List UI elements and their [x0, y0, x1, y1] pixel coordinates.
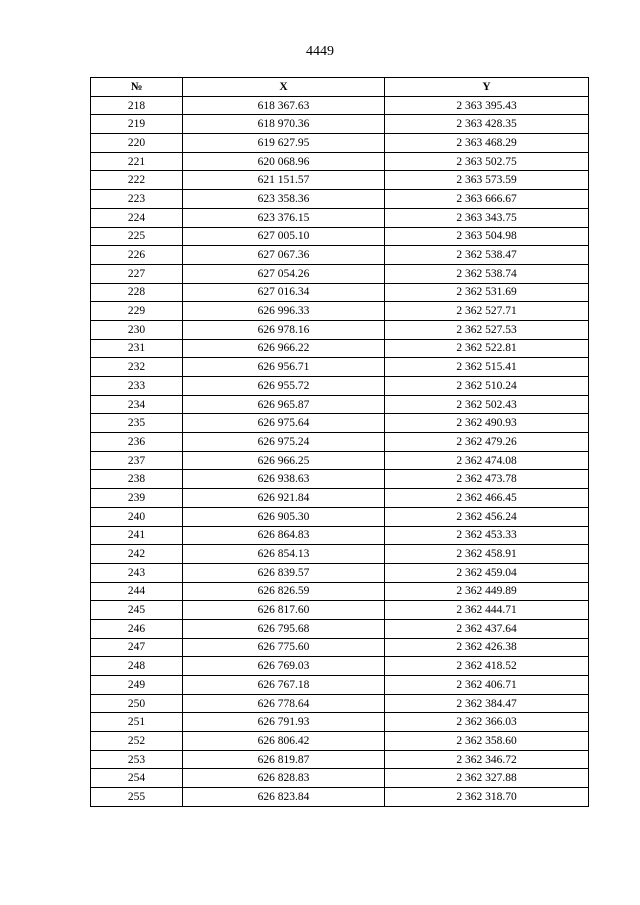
table-row — [91, 414, 589, 433]
table-row — [91, 264, 589, 283]
table-row — [91, 489, 589, 508]
cell-y: 2 362 327.88 — [385, 769, 589, 788]
table-row — [91, 339, 589, 358]
table-row — [91, 134, 589, 153]
cell-y: 2 362 490.93 — [385, 414, 589, 433]
cell-x: 626 996.33 — [183, 302, 385, 321]
cell-y: 2 362 358.60 — [385, 732, 589, 751]
cell-y: 2 363 502.75 — [385, 152, 589, 171]
table-row — [91, 302, 589, 321]
table-row — [91, 750, 589, 769]
cell-number: 223 — [91, 190, 183, 209]
coordinates-table — [90, 77, 589, 807]
cell-x: 618 970.36 — [183, 115, 385, 134]
cell-number: 235 — [91, 414, 183, 433]
cell-y: 2 362 449.89 — [385, 582, 589, 601]
cell-y: 2 362 515.41 — [385, 358, 589, 377]
cell-number: 234 — [91, 395, 183, 414]
column-header-number: № — [91, 78, 183, 97]
cell-x: 626 965.87 — [183, 395, 385, 414]
page-number: 4449 — [306, 44, 334, 59]
cell-x: 626 905.30 — [183, 507, 385, 526]
cell-number: 254 — [91, 769, 183, 788]
cell-number: 218 — [91, 96, 183, 115]
cell-x: 626 828.83 — [183, 769, 385, 788]
table-row — [91, 507, 589, 526]
table-row — [91, 788, 589, 807]
cell-number: 241 — [91, 526, 183, 545]
cell-y: 2 362 522.81 — [385, 339, 589, 358]
cell-number: 231 — [91, 339, 183, 358]
cell-x: 626 956.71 — [183, 358, 385, 377]
table-row — [91, 246, 589, 265]
cell-number: 233 — [91, 377, 183, 396]
cell-number: 225 — [91, 227, 183, 246]
table-row — [91, 545, 589, 564]
table-row — [91, 769, 589, 788]
cell-y: 2 363 666.67 — [385, 190, 589, 209]
cell-y: 2 362 510.24 — [385, 377, 589, 396]
cell-y: 2 362 502.43 — [385, 395, 589, 414]
cell-number: 247 — [91, 638, 183, 657]
cell-number: 249 — [91, 676, 183, 695]
table-row — [91, 694, 589, 713]
table-row — [91, 732, 589, 751]
table-row — [91, 227, 589, 246]
cell-number: 245 — [91, 601, 183, 620]
column-header-y: Y — [385, 78, 589, 97]
table-row — [91, 115, 589, 134]
table-row — [91, 451, 589, 470]
cell-x: 623 376.15 — [183, 208, 385, 227]
cell-y: 2 363 573.59 — [385, 171, 589, 190]
cell-number: 228 — [91, 283, 183, 302]
cell-x: 626 938.63 — [183, 470, 385, 489]
cell-x: 626 806.42 — [183, 732, 385, 751]
table-row — [91, 208, 589, 227]
cell-y: 2 362 474.08 — [385, 451, 589, 470]
cell-y: 2 362 458.91 — [385, 545, 589, 564]
cell-y: 2 362 418.52 — [385, 657, 589, 676]
cell-number: 222 — [91, 171, 183, 190]
table-row — [91, 283, 589, 302]
cell-x: 627 054.26 — [183, 264, 385, 283]
cell-x: 620 068.96 — [183, 152, 385, 171]
cell-number: 220 — [91, 134, 183, 153]
cell-number: 252 — [91, 732, 183, 751]
cell-y: 2 362 444.71 — [385, 601, 589, 620]
cell-y: 2 362 384.47 — [385, 694, 589, 713]
table-row — [91, 582, 589, 601]
cell-y: 2 362 456.24 — [385, 507, 589, 526]
cell-x: 627 067.36 — [183, 246, 385, 265]
cell-x: 626 955.72 — [183, 377, 385, 396]
cell-x: 626 966.22 — [183, 339, 385, 358]
table-row — [91, 638, 589, 657]
table-row — [91, 676, 589, 695]
table-body — [91, 96, 589, 806]
column-header-x: X — [183, 78, 385, 97]
table-row — [91, 171, 589, 190]
cell-y: 2 362 473.78 — [385, 470, 589, 489]
cell-y: 2 363 395.43 — [385, 96, 589, 115]
cell-number: 221 — [91, 152, 183, 171]
cell-y: 2 362 538.74 — [385, 264, 589, 283]
cell-y: 2 362 527.71 — [385, 302, 589, 321]
table-row — [91, 358, 589, 377]
cell-x: 626 817.60 — [183, 601, 385, 620]
table-row — [91, 470, 589, 489]
cell-number: 224 — [91, 208, 183, 227]
cell-x: 626 778.64 — [183, 694, 385, 713]
cell-number: 219 — [91, 115, 183, 134]
cell-y: 2 362 527.53 — [385, 320, 589, 339]
cell-y: 2 362 479.26 — [385, 433, 589, 452]
table-row — [91, 601, 589, 620]
cell-y: 2 362 538.47 — [385, 246, 589, 265]
cell-x: 626 775.60 — [183, 638, 385, 657]
cell-x: 618 367.63 — [183, 96, 385, 115]
cell-y: 2 362 318.70 — [385, 788, 589, 807]
cell-y: 2 362 466.45 — [385, 489, 589, 508]
cell-y: 2 362 459.04 — [385, 563, 589, 582]
cell-number: 239 — [91, 489, 183, 508]
table-row — [91, 563, 589, 582]
cell-y: 2 362 346.72 — [385, 750, 589, 769]
cell-number: 246 — [91, 619, 183, 638]
cell-x: 621 151.57 — [183, 171, 385, 190]
cell-number: 230 — [91, 320, 183, 339]
table-row — [91, 96, 589, 115]
cell-x: 626 975.24 — [183, 433, 385, 452]
table-row — [91, 190, 589, 209]
cell-number: 253 — [91, 750, 183, 769]
cell-x: 626 854.13 — [183, 545, 385, 564]
cell-number: 238 — [91, 470, 183, 489]
table-row — [91, 713, 589, 732]
cell-number: 237 — [91, 451, 183, 470]
cell-x: 626 819.87 — [183, 750, 385, 769]
cell-number: 240 — [91, 507, 183, 526]
table-row — [91, 152, 589, 171]
table-row — [91, 433, 589, 452]
cell-y: 2 362 366.03 — [385, 713, 589, 732]
cell-number: 242 — [91, 545, 183, 564]
cell-number: 248 — [91, 657, 183, 676]
cell-x: 626 921.84 — [183, 489, 385, 508]
cell-y: 2 362 437.64 — [385, 619, 589, 638]
cell-number: 244 — [91, 582, 183, 601]
table-row — [91, 320, 589, 339]
cell-number: 251 — [91, 713, 183, 732]
cell-number: 232 — [91, 358, 183, 377]
cell-x: 626 767.18 — [183, 676, 385, 695]
cell-number: 227 — [91, 264, 183, 283]
cell-y: 2 363 468.29 — [385, 134, 589, 153]
table-row — [91, 526, 589, 545]
cell-number: 250 — [91, 694, 183, 713]
cell-x: 626 791.93 — [183, 713, 385, 732]
cell-number: 236 — [91, 433, 183, 452]
cell-x: 626 823.84 — [183, 788, 385, 807]
cell-y: 2 363 343.75 — [385, 208, 589, 227]
table-row — [91, 619, 589, 638]
cell-x: 627 005.10 — [183, 227, 385, 246]
cell-x: 627 016.34 — [183, 283, 385, 302]
cell-x: 626 795.68 — [183, 619, 385, 638]
cell-y: 2 362 531.69 — [385, 283, 589, 302]
table-row — [91, 395, 589, 414]
cell-x: 623 358.36 — [183, 190, 385, 209]
cell-y: 2 362 426.38 — [385, 638, 589, 657]
cell-x: 626 839.57 — [183, 563, 385, 582]
table-row — [91, 657, 589, 676]
cell-x: 626 864.83 — [183, 526, 385, 545]
cell-y: 2 362 453.33 — [385, 526, 589, 545]
table-header-row — [91, 78, 589, 97]
cell-x: 626 966.25 — [183, 451, 385, 470]
cell-number: 243 — [91, 563, 183, 582]
cell-x: 626 978.16 — [183, 320, 385, 339]
cell-x: 626 769.03 — [183, 657, 385, 676]
cell-y: 2 363 428.35 — [385, 115, 589, 134]
cell-number: 229 — [91, 302, 183, 321]
cell-x: 619 627.95 — [183, 134, 385, 153]
cell-number: 255 — [91, 788, 183, 807]
cell-number: 226 — [91, 246, 183, 265]
table-row — [91, 377, 589, 396]
cell-y: 2 362 406.71 — [385, 676, 589, 695]
cell-y: 2 363 504.98 — [385, 227, 589, 246]
cell-x: 626 826.59 — [183, 582, 385, 601]
cell-x: 626 975.64 — [183, 414, 385, 433]
